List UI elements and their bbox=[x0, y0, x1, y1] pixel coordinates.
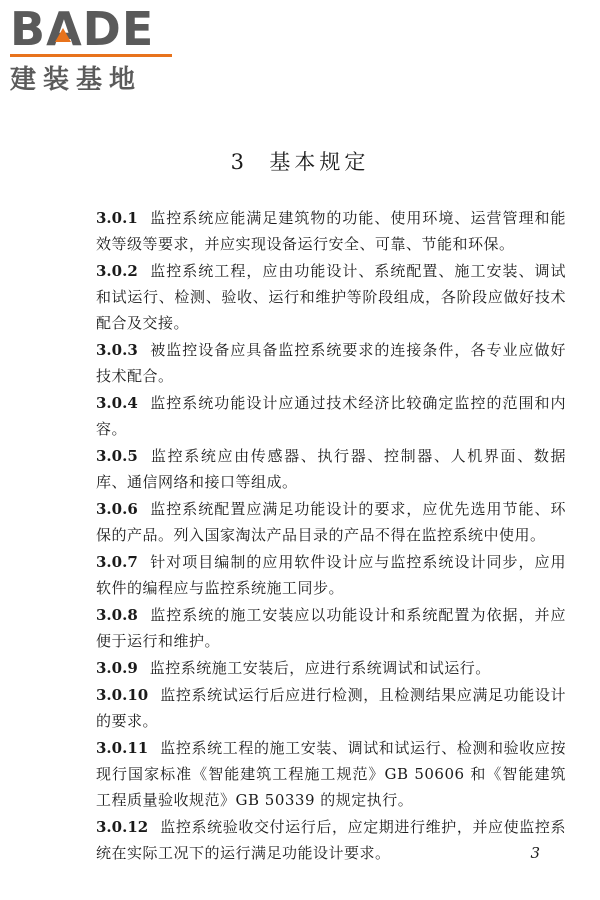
clause-item bbox=[96, 443, 566, 495]
clause-text: 监控系统验收交付运行后，应定期进行维护，并应使监控系统在实际工况下的运行满足功能设计要求。 bbox=[96, 818, 566, 862]
clause-number: 3.0.10 bbox=[96, 686, 149, 704]
clause-number: 3.0.12 bbox=[96, 818, 149, 836]
clause-item bbox=[96, 602, 566, 654]
clause-item bbox=[96, 390, 566, 442]
clause-text: 被监控设备应具备监控系统要求的连接条件，各专业应做好技术配合。 bbox=[96, 341, 566, 385]
logo-letters-de: DE bbox=[82, 2, 155, 56]
page-number: 3 bbox=[530, 844, 540, 862]
clause-number: 3.0.3 bbox=[96, 341, 138, 359]
brand-logo bbox=[10, 2, 180, 96]
clause-number: 3.0.11 bbox=[96, 739, 149, 757]
logo-wordmark bbox=[10, 2, 155, 56]
clause-text: 监控系统试运行后应进行检测，且检测结果应满足功能设计的要求。 bbox=[96, 686, 566, 730]
clause-text: 监控系统应由传感器、执行器、控制器、人机界面、数据库、通信网络和接口等组成。 bbox=[96, 447, 566, 491]
logo-subtitle: 建装基地 bbox=[10, 65, 143, 95]
clause-number: 3.0.5 bbox=[96, 447, 138, 465]
logo-triangle-icon bbox=[55, 28, 71, 42]
clause-item bbox=[96, 205, 566, 257]
clause-item bbox=[96, 337, 566, 389]
clause-item bbox=[96, 735, 566, 813]
clause-item bbox=[96, 496, 566, 548]
clause-text: 监控系统工程，应由功能设计、系统配置、施工安装、调试和试运行、检测、验收、运行和维护等阶段组成，各阶段应做好技术配合及交接。 bbox=[96, 262, 566, 332]
clause-text: 监控系统功能设计应通过技术经济比较确定监控的范围和内容。 bbox=[96, 394, 566, 438]
chapter-title: 3 基本规定 bbox=[230, 150, 370, 174]
clause-text: 监控系统的施工安装应以功能设计和系统配置为依据，并应便于运行和维护。 bbox=[96, 606, 566, 650]
clause-number: 3.0.1 bbox=[96, 209, 138, 227]
logo-letter-a-text: A bbox=[46, 2, 83, 56]
clause-text: 针对项目编制的应用软件设计应与监控系统设计同步，应用软件的编程应与监控系统施工同步。 bbox=[96, 553, 566, 597]
clause-number: 3.0.8 bbox=[96, 606, 138, 624]
clause-number: 3.0.4 bbox=[96, 394, 138, 412]
logo-letter-a bbox=[46, 2, 83, 56]
clause-number: 3.0.2 bbox=[96, 262, 138, 280]
clause-number: 3.0.9 bbox=[96, 659, 138, 677]
clause-number: 3.0.7 bbox=[96, 553, 138, 571]
clause-item bbox=[96, 549, 566, 601]
clause-list bbox=[96, 205, 566, 867]
clause-item bbox=[96, 655, 566, 681]
logo-letter-b: B bbox=[10, 2, 47, 56]
clause-item bbox=[96, 258, 566, 336]
clause-item bbox=[96, 682, 566, 734]
clause-text: 监控系统配置应满足功能设计的要求，应优先选用节能、环保的产品。列入国家淘汰产品目录的产品不得在监控系统中使用。 bbox=[96, 500, 566, 544]
clause-text: 监控系统应能满足建筑物的功能、使用环境、运营管理和能效等级等要求，并应实现设备运行安全、可靠、节能和环保。 bbox=[96, 209, 566, 253]
clause-number: 3.0.6 bbox=[96, 500, 138, 518]
clause-item bbox=[96, 814, 566, 866]
clause-text: 监控系统工程的施工安装、调试和试运行、检测和验收应按现行国家标准《智能建筑工程施工规范》GB 50606 和《智能建筑工程质量验收规范》GB 50339 的规定执行。 bbox=[96, 739, 566, 809]
clause-text: 监控系统施工安装后，应进行系统调试和试运行。 bbox=[149, 659, 491, 677]
